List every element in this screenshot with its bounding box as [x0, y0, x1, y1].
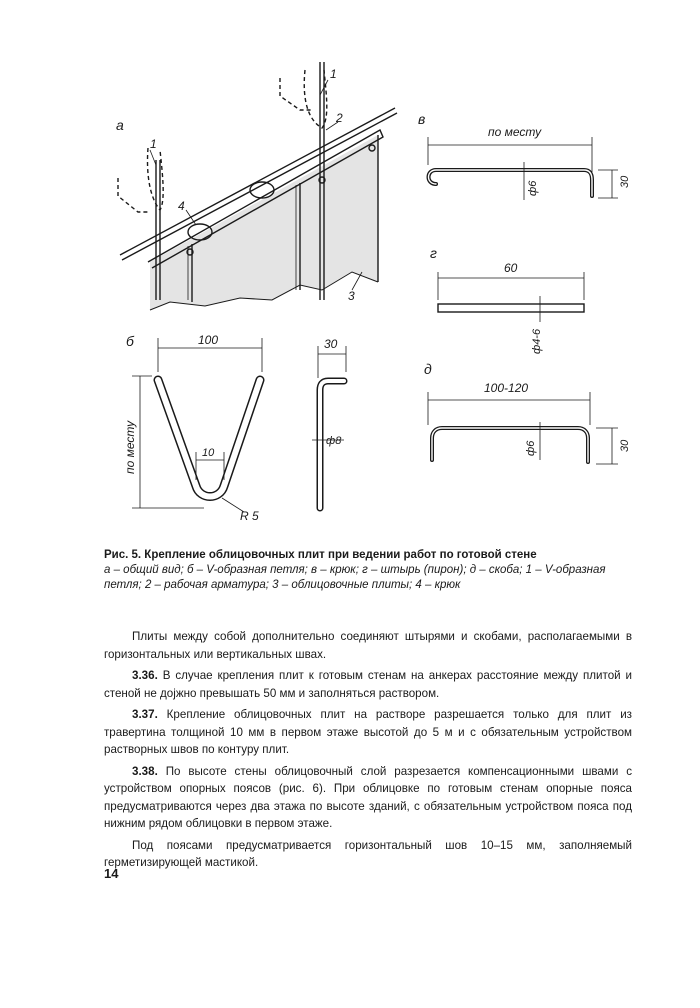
v-loop-drawing: [132, 338, 262, 512]
general-view-drawing: [118, 62, 397, 310]
staple-length-label: 100-120: [484, 381, 529, 395]
clause-number-3-36: 3.36.: [132, 669, 158, 682]
paragraph-3-36: [104, 667, 632, 702]
callout-4: 4: [178, 199, 185, 213]
panel-label-v: в: [418, 111, 426, 127]
clause-number-3-38: 3.38.: [132, 764, 158, 778]
rod-drawing: [312, 346, 346, 508]
rod-hook-label: 30: [324, 337, 338, 351]
rod-diameter-label: ф8: [326, 435, 342, 447]
callout-1-left: 1: [150, 137, 157, 151]
vloop-height-label: по месту: [123, 420, 137, 474]
clause-text-3-36: В случае крепления плит к готовым стенам на анкерах расстояние между плитой и стеной не доjжно превышать 50 мм и заполняться раствором.: [104, 669, 632, 700]
staple-diameter-label: ф6: [525, 440, 537, 456]
clause-text-3-38: По высоте стены облицовочный слой разрезается компенсационными швами с устройством опорных поясов (рис. 6). При облицовке по готовым стенам опорные пояса предусматриваются через два этажа по высоте зданий, с обязательным устройством пояса под нижним рядом облицовки в первом этаже.: [104, 764, 632, 830]
vloop-radius-label: R 5: [240, 509, 259, 523]
hook-height-label: 30: [619, 175, 631, 188]
staple-height-label: 30: [619, 439, 631, 452]
callout-1-right: 1: [330, 67, 337, 81]
paragraph-3-38: [104, 763, 632, 833]
panel-label-g: г: [430, 245, 437, 261]
clause-text-3-37: Крепление облицовочных плит на растворе разрешается только для плит из травертина толщиной 10 мм в первом этаже высотой до 5 м и с обязательным устройством растворных швов по контуру плит.: [104, 708, 632, 756]
pin-diameter-label: ф4-6: [531, 328, 543, 354]
callout-3: 3: [348, 289, 355, 303]
callout-2: 2: [336, 111, 343, 125]
vloop-bottom-label: 10: [202, 447, 215, 459]
vloop-width-label: 100: [198, 333, 219, 347]
paragraph-last: Под поясами предусматривается горизонтальный шов 10–15 мм, заполняемый герметизирующей мастикой.: [104, 838, 632, 869]
caption-legend: а – общий вид; б – V-образная петля; в – крюк; г – штырь (пирон); д – скоба; 1 – V-образная петля; 2 – рабочая арматура; 3 – облицовочные плиты; 4 – крюк: [104, 564, 606, 591]
hook-length-label: по месту: [488, 125, 542, 139]
clause-number-3-37: 3.37.: [132, 708, 158, 721]
pin-drawing: [438, 272, 584, 322]
staple-drawing: [428, 392, 618, 464]
paragraph-3-37: [104, 706, 632, 759]
panel-label-d: д: [424, 361, 432, 377]
figure-caption: [104, 548, 644, 593]
page-number: 14: [104, 866, 119, 881]
hook-diameter-label: ф6: [527, 180, 539, 196]
paragraph-1: Плиты между собой дополнительно соединяют штырями и скобами, располагаемыми в горизонтальных или вертикальных швах.: [104, 630, 632, 661]
panel-label-b: б: [126, 333, 134, 349]
caption-title: Рис. 5. Крепление облицовочных плит при ведении работ по готовой стене: [104, 549, 537, 561]
pin-length-label: 60: [504, 261, 518, 275]
body-text: [104, 628, 632, 876]
hook-drawing: [428, 137, 618, 200]
panel-label-a: а: [116, 117, 124, 133]
